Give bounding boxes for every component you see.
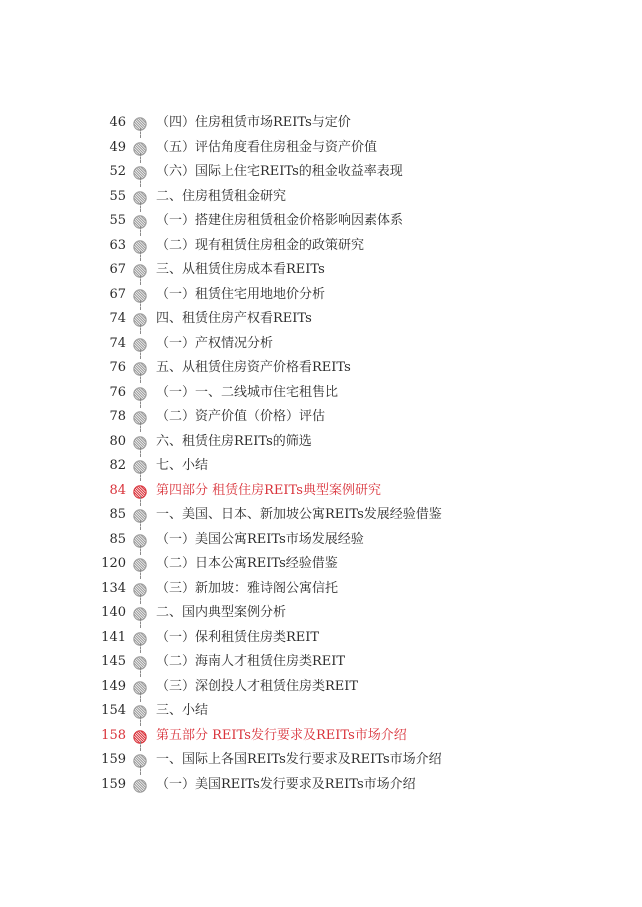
toc-entry[interactable] xyxy=(0,503,642,528)
toc-page-number: 67 xyxy=(109,262,126,277)
toc-page-number: 84 xyxy=(109,482,126,498)
toc-page-number: 55 xyxy=(109,188,126,204)
toc-entry-title: 四、租赁住房产权看REITs xyxy=(156,311,312,326)
toc-entry-title: （二）现有租赁住房租金的政策研究 xyxy=(156,237,365,253)
toc-entry[interactable] xyxy=(0,748,642,773)
toc-page-number: 74 xyxy=(109,311,126,326)
toc-page-number: 145 xyxy=(101,654,126,669)
toc-page-number: 49 xyxy=(109,139,126,155)
toc-page-number: 154 xyxy=(101,703,126,718)
toc-page-number: 140 xyxy=(101,605,126,620)
toc-entry-title: 五、从租赁住房资产价格看REITs xyxy=(156,360,351,375)
toc-page-number: 149 xyxy=(101,678,126,694)
toc-page-number: 55 xyxy=(109,213,126,228)
toc-entry[interactable] xyxy=(0,307,642,332)
toc-entry[interactable] xyxy=(0,699,642,724)
toc-page-number: 120 xyxy=(101,556,126,571)
toc-entry-title: （三）深创投人才租赁住房类REIT xyxy=(156,678,359,694)
toc-entry[interactable] xyxy=(0,626,642,651)
toc-entry[interactable] xyxy=(0,675,642,700)
toc-page-number: 159 xyxy=(101,776,126,792)
toc-entry[interactable] xyxy=(0,454,642,479)
toc-entry-title: （一）美国公寓REITs市场发展经验 xyxy=(156,531,364,547)
toc-page-number: 76 xyxy=(109,384,126,400)
toc-entry[interactable] xyxy=(0,552,642,577)
toc-entry-title: 三、从租赁住房成本看REITs xyxy=(156,262,325,277)
toc-page-number: 76 xyxy=(109,360,126,375)
toc-entry-title: 二、住房租赁租金研究 xyxy=(156,188,287,204)
toc-entry[interactable] xyxy=(0,209,642,234)
toc-entry[interactable] xyxy=(0,111,642,136)
toc-entry-title: 三、小结 xyxy=(156,703,209,718)
toc-entry[interactable] xyxy=(0,528,642,553)
toc-entry-title: 第五部分 REITs发行要求及REITs市场介绍 xyxy=(156,727,407,743)
toc-entry-title: （二）海南人才租赁住房类REIT xyxy=(156,654,346,669)
toc-entry-title: 一、美国、日本、新加坡公寓REITs发展经验借鉴 xyxy=(156,507,442,522)
toc-entry-title: （二）日本公寓REITs经验借鉴 xyxy=(156,556,338,571)
toc-page-number: 134 xyxy=(101,580,126,596)
toc-page-number: 158 xyxy=(101,727,126,743)
toc-entry[interactable] xyxy=(0,160,642,185)
toc-entry-title: 一、国际上各国REITs发行要求及REITs市场介绍 xyxy=(156,752,442,767)
toc-page-number: 159 xyxy=(101,752,126,767)
toc-page-number: 80 xyxy=(109,433,126,449)
toc-page-number: 141 xyxy=(101,629,126,645)
toc-entry[interactable] xyxy=(0,650,642,675)
toc-entry[interactable] xyxy=(0,283,642,308)
toc-entry[interactable] xyxy=(0,601,642,626)
toc-page-number: 63 xyxy=(109,237,126,253)
toc-page-number: 85 xyxy=(109,507,126,522)
table-of-contents xyxy=(0,111,642,797)
toc-entry[interactable] xyxy=(0,136,642,161)
hatched-circle-icon xyxy=(133,778,147,792)
toc-page-number: 67 xyxy=(109,286,126,302)
toc-entry-title: 二、国内典型案例分析 xyxy=(156,605,287,620)
toc-part-heading[interactable] xyxy=(0,479,642,504)
toc-page-number: 85 xyxy=(109,531,126,547)
toc-entry[interactable] xyxy=(0,405,642,430)
toc-entry-title: （一）租赁住宅用地地价分析 xyxy=(156,286,326,302)
toc-entry[interactable] xyxy=(0,381,642,406)
toc-entry[interactable] xyxy=(0,258,642,283)
toc-page-number: 46 xyxy=(109,115,126,130)
toc-entry-title: （一）一、二线城市住宅租售比 xyxy=(156,384,339,400)
toc-entry-title: （四）住房租赁市场REITs与定价 xyxy=(156,115,351,130)
toc-page-number: 74 xyxy=(109,335,126,351)
toc-entry[interactable] xyxy=(0,185,642,210)
toc-entry-title: （一）美国REITs发行要求及REITs市场介绍 xyxy=(156,776,416,792)
toc-page-number: 78 xyxy=(109,409,126,424)
toc-entry[interactable] xyxy=(0,430,642,455)
toc-entry[interactable] xyxy=(0,773,642,798)
toc-entry-title: 第四部分 租赁住房REITs典型案例研究 xyxy=(156,482,381,498)
toc-entry-title: 七、小结 xyxy=(156,458,209,473)
toc-entry-title: （五）评估角度看住房租金与资产价值 xyxy=(156,139,378,155)
toc-entry-title: （六）国际上住宅REITs的租金收益率表现 xyxy=(156,164,403,179)
toc-entry[interactable] xyxy=(0,577,642,602)
toc-entry-title: （二）资产价值（价格）评估 xyxy=(156,409,326,424)
toc-entry-title: （一）搭建住房租赁租金价格影响因素体系 xyxy=(156,213,404,228)
toc-entry-title: （一）产权情况分析 xyxy=(156,335,274,351)
toc-entry[interactable] xyxy=(0,332,642,357)
toc-page-number: 82 xyxy=(109,458,126,473)
toc-part-heading[interactable] xyxy=(0,724,642,749)
toc-entry-title: （三）新加坡：雅诗阁公寓信托 xyxy=(156,580,339,596)
toc-entry-title: 六、租赁住房REITs的筛选 xyxy=(156,433,312,449)
toc-entry-title: （一）保利租赁住房类REIT xyxy=(156,629,320,645)
toc-entry[interactable] xyxy=(0,356,642,381)
toc-entry[interactable] xyxy=(0,234,642,259)
toc-page-number: 52 xyxy=(109,164,126,179)
